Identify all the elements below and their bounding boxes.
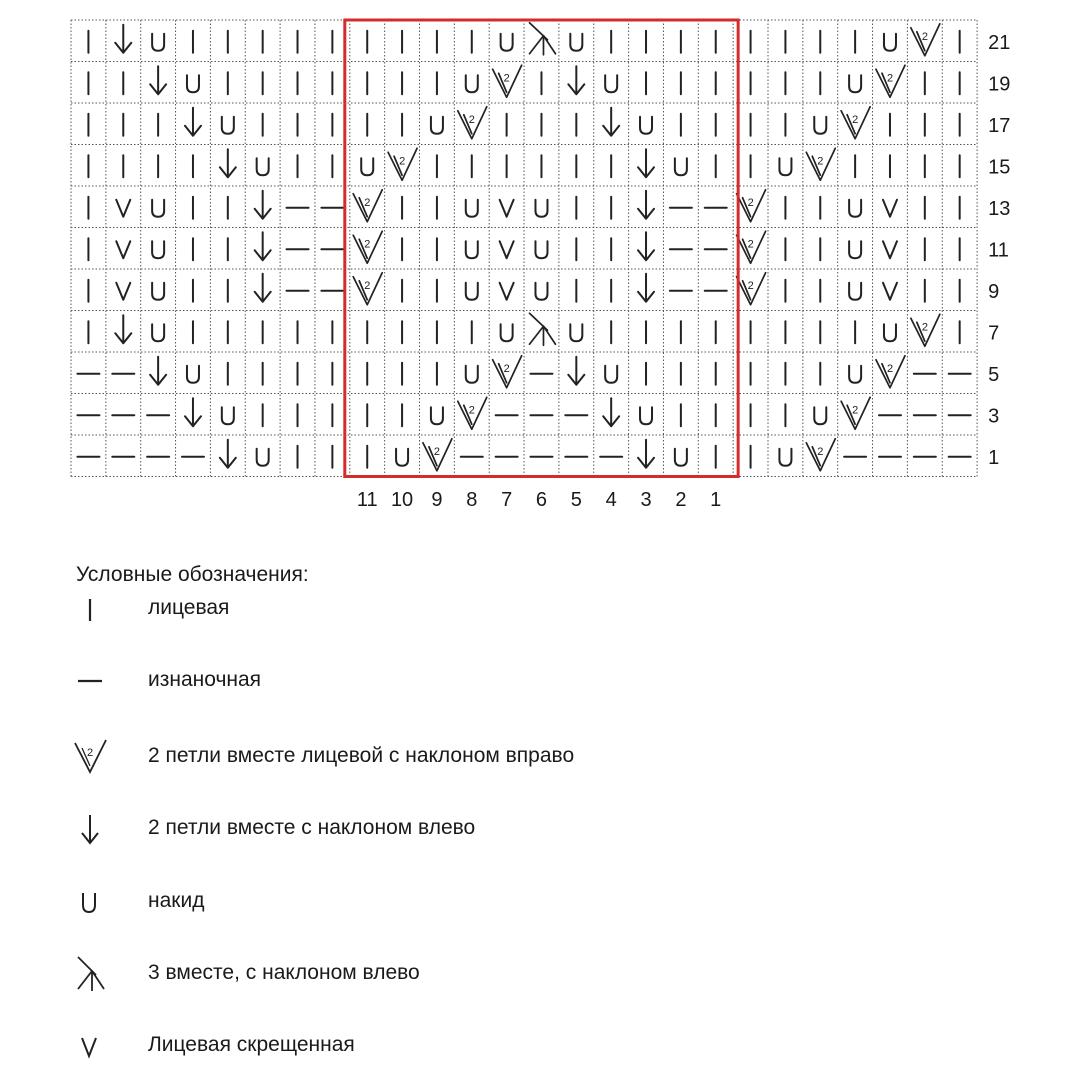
k2tog-right-stitch-digit: 2 (817, 445, 824, 458)
legend-item-k2tog-right (70, 738, 770, 778)
yarn-over-stitch (849, 366, 861, 383)
row-number-label: 11 (988, 239, 1009, 262)
chart-svg (0, 0, 1080, 520)
row-number-label: 15 (988, 156, 1011, 179)
column-number-label: 1 (710, 489, 722, 511)
row-number-label: 5 (988, 363, 1000, 386)
legend-title: Условные обозначения: (76, 563, 309, 586)
yarn-over-stitch (675, 158, 687, 175)
k2tog-right-stitch-digit: 2 (747, 196, 754, 209)
svg-text:2: 2 (87, 747, 94, 759)
column-number-label: 6 (535, 489, 548, 511)
yarn-over-stitch (779, 158, 791, 175)
yarn-over-stitch (257, 158, 269, 175)
legend-label-purl: изнаночная (148, 668, 262, 691)
legend-item-k3tog-left (70, 955, 770, 995)
row-number-label: 3 (988, 405, 1000, 428)
row-number-label: 9 (988, 280, 1000, 303)
twisted-knit-icon (70, 1027, 114, 1067)
yarn-over-stitch (152, 283, 164, 300)
legend-item-k2tog-left (70, 810, 770, 850)
legend-label-k3tog-left: 3 вместе, с наклоном влево (148, 961, 420, 984)
yarn-over-stitch (187, 75, 199, 92)
k2tog-right-stitch-digit: 2 (503, 362, 510, 375)
yarn-over-stitch (431, 407, 443, 424)
yarn-over-icon (70, 883, 114, 923)
k3tog-left-icon (70, 955, 114, 995)
legend-label-twisted-knit: Лицевая скрещенная (148, 1033, 355, 1056)
yarn-over-stitch (222, 117, 234, 134)
yarn-over-stitch (501, 34, 513, 51)
k2tog-right-stitch-digit: 2 (921, 321, 928, 334)
chart-symbols (77, 23, 970, 471)
yarn-over-stitch (605, 75, 617, 92)
twisted-knit-stitch (883, 283, 897, 300)
row-numbers (988, 32, 1010, 469)
row-number-label: 17 (988, 114, 1011, 137)
column-number-label: 9 (431, 489, 443, 511)
column-number-label: 8 (466, 489, 478, 511)
yarn-over-stitch (640, 407, 652, 424)
k2tog-right-stitch-digit: 2 (364, 238, 371, 251)
yarn-over-stitch (431, 117, 443, 134)
twisted-knit-stitch (500, 241, 514, 258)
yarn-over-stitch (779, 449, 791, 466)
yarn-over-stitch (187, 366, 199, 383)
k3tog-left-stitch-leg-left (529, 326, 543, 344)
legend-item-twisted-knit (70, 1027, 770, 1067)
yarn-over-stitch (535, 241, 547, 258)
row-number-label: 19 (988, 73, 1011, 96)
twisted-knit-stitch (116, 200, 130, 217)
k2tog-right-stitch-digit: 2 (921, 30, 928, 43)
chart-grid (71, 20, 977, 477)
yarn-over-stitch (570, 34, 582, 51)
yarn-over-stitch (849, 75, 861, 92)
yarn-over-stitch (396, 449, 408, 466)
knit-stroke-icon (70, 590, 114, 630)
yarn-over-stitch (466, 200, 478, 217)
yarn-over-stitch (884, 324, 896, 341)
yarn-over-stitch (152, 324, 164, 341)
k2tog-right-stitch-digit: 2 (747, 279, 754, 292)
yarn-over-stitch (257, 449, 269, 466)
legend-label-knit: лицевая (148, 596, 230, 619)
k2tog-right-stitch-digit: 2 (468, 404, 475, 417)
yarn-over-stitch (466, 366, 478, 383)
twisted-knit-stitch (500, 283, 514, 300)
yarn-over-stitch (501, 324, 513, 341)
yarn-over-stitch (361, 158, 373, 175)
row-number-label: 21 (988, 31, 1011, 54)
yarn-over-stitch (605, 366, 617, 383)
yarn-over-stitch (466, 241, 478, 258)
k3tog-left-stitch-leg-left (529, 36, 543, 54)
yarn-over-stitch (222, 407, 234, 424)
legend-label-k2tog-left: 2 петли вместе с наклоном влево (148, 816, 476, 839)
legend-label-k2tog-right: 2 петли вместе лицевой с наклоном вправо (148, 744, 575, 767)
yarn-over-stitch (466, 283, 478, 300)
k2tog-right-stitch-digit: 2 (886, 72, 894, 85)
k2tog-right-stitch-digit: 2 (852, 404, 859, 417)
column-numbers (357, 489, 721, 511)
yarn-over-stitch (675, 449, 687, 466)
yarn-over-stitch (849, 283, 861, 300)
k2tog-right-stitch-digit: 2 (364, 279, 371, 292)
k2tog-right-stitch-digit: 2 (503, 72, 510, 85)
k2tog-right-stitch-digit: 2 (399, 155, 406, 168)
k2tog-right-stitch-digit: 2 (852, 113, 859, 126)
yarn-over-stitch (849, 200, 861, 217)
yarn-over-stitch (152, 34, 164, 51)
purl-dash-icon (70, 662, 114, 702)
yarn-over-stitch (640, 117, 652, 134)
k2tog-right-stitch-digit: 2 (364, 196, 371, 209)
k2tog-right-stitch-digit: 2 (747, 238, 754, 251)
legend-item-yarn-over (70, 883, 770, 923)
k2tog-right-icon (70, 738, 114, 778)
k2tog-right-stitch-digit: 2 (433, 445, 441, 458)
twisted-knit-stitch (883, 200, 897, 217)
k3tog-left-stitch-leg-right (543, 36, 555, 54)
yarn-over-stitch (814, 407, 826, 424)
legend-item-purl (70, 662, 770, 702)
yarn-over-stitch (814, 117, 826, 134)
column-number-label: 2 (675, 489, 687, 511)
twisted-knit-stitch (116, 283, 130, 300)
yarn-over-stitch (535, 283, 547, 300)
row-number-label: 1 (988, 446, 1000, 469)
yarn-over-stitch (535, 200, 547, 217)
column-number-label: 10 (390, 489, 414, 511)
knitting-chart (0, 0, 1080, 520)
row-number-label: 7 (988, 322, 1000, 345)
legend (0, 555, 1080, 1055)
legend-label-yarn-over: накид (148, 889, 205, 912)
twisted-knit-stitch (116, 241, 130, 258)
twisted-knit-stitch (883, 241, 897, 258)
twisted-knit-stitch (500, 200, 514, 217)
yarn-over-stitch (570, 324, 582, 341)
column-number-label: 11 (356, 489, 378, 511)
yarn-over-stitch (884, 34, 896, 51)
yarn-over-stitch (849, 241, 861, 258)
yarn-over-stitch (152, 241, 164, 258)
k2tog-right-stitch-digit: 2 (817, 155, 824, 168)
yarn-over-stitch (466, 75, 478, 92)
yarn-over-stitch (152, 200, 164, 217)
row-number-label: 13 (988, 197, 1011, 220)
k2tog-right-stitch-digit: 2 (468, 113, 475, 126)
column-number-label: 4 (605, 489, 617, 511)
k2tog-right-stitch-digit: 2 (886, 362, 894, 375)
column-number-label: 5 (570, 489, 582, 511)
column-number-label: 7 (501, 489, 513, 511)
column-number-label: 3 (640, 489, 652, 511)
k2tog-left-arrow-icon (70, 810, 114, 850)
k3tog-left-stitch-leg-right (543, 326, 555, 344)
legend-item-knit (70, 590, 770, 630)
